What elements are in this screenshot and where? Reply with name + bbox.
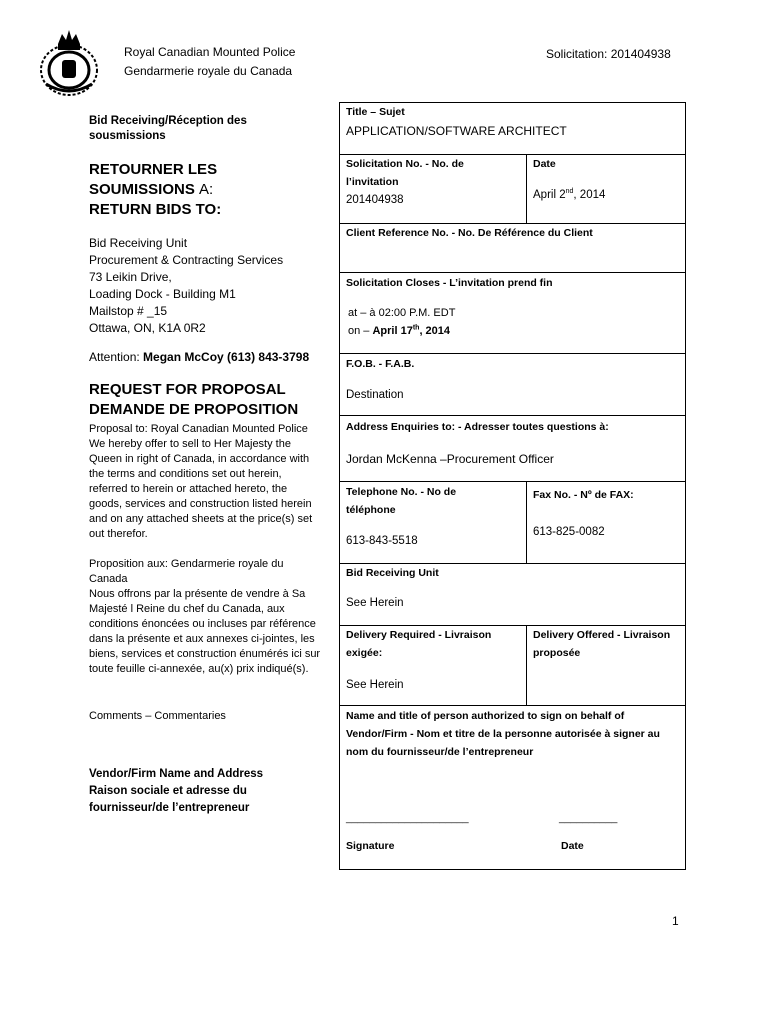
signature-line[interactable]: _____________________ [346,812,469,824]
comments-label: Comments – Commentaries [89,710,226,722]
title-box: Title – Sujet APPLICATION/SOFTWARE ARCHITECT [339,102,686,155]
agency-name [124,43,295,81]
bid-receiving-heading: Bid Receiving/Réception des sousmissions [89,115,247,142]
solicitation-number-header: Solicitation: 201404938 [546,47,671,61]
date-box: Date April 2nd, 2014 [526,154,686,224]
rcmp-crest-icon [36,26,102,98]
client-reference-box: Client Reference No. - No. De Référence du Client [339,223,686,273]
fax-box: Fax No. - Nº de FAX: 613-825-0082 [526,481,686,564]
title-value: APPLICATION/SOFTWARE ARCHITECT [346,124,567,138]
return-bids-heading: RETOURNER LES SOUMISSIONS A: RETURN BIDS TO: [89,161,222,218]
agency-en: Royal Canadian Mounted Police [124,45,296,59]
date-label: Date [561,840,584,852]
return-address: Bid Receiving Unit Procurement & Contracting Services 73 Leikin Drive, Loading Dock - Building M1 Mailstop # _15 Ottawa, ON, K1A 0R2 [89,236,284,335]
fob-box: F.O.B. - F.A.B. Destination [339,353,686,416]
date-line[interactable]: __________ [559,812,618,824]
bid-receiving-unit-box: Bid Receiving Unit See Herein [339,563,686,626]
delivery-offered-box: Delivery Offered - Livraison proposée [526,625,686,706]
authorized-signature-box: Name and title of person authorized to sign on behalf of Vendor/Firm - Nom et titre de la personne autorisée à signer au nom du fournisseur/de l’entrepreneur _____________________ __________ Signature Date [339,705,686,870]
telephone-box: Telephone No. - No de téléphone 613-843-5518 [339,481,527,564]
attention-line: Attention: Megan McCoy (613) 843-3798 [89,350,310,364]
solicitation-closes-box: Solicitation Closes - L’invitation prend fin at – à 02:00 P.M. EDT on – April 17th, 2014 [339,272,686,354]
proposal-text-en: Proposal to: Royal Canadian Mounted Police We hereby offer to sell to Her Majesty the Queen in right of Canada, in accordance with the terms and conditions set out herein, referred to herein or attached hereto, the goods, services and construction listed herein and on any attached sheets at the price(s) set out therefor. [89,423,313,540]
signature-label: Signature [346,840,395,852]
rfp-heading: REQUEST FOR PROPOSAL DEMANDE DE PROPOSITION [89,381,299,418]
proposal-text-fr: Proposition aux: Gendarmerie royale du Canada Nous offrons par la présente de vendre à Sa Majesté l Reine du chef du Canada, aux conditions énoncées ou incluses par référence dans la présente et aux annexes ci-jointes, les biens, services et construction énumérés ici sur toute feuille ci-annexée, au(x) prix indiqué(s). [89,558,321,675]
enquiries-box: Address Enquiries to: - Adresser toutes questions à: Jordan McKenna –Procurement Officer [339,415,686,482]
delivery-required-box: Delivery Required - Livraison exigée: See Herein [339,625,527,706]
vendor-name-address-label: Vendor/Firm Name and Address Raison sociale et adresse du fournisseur/de l’entrepreneur [89,768,264,814]
agency-fr: Gendarmerie royale du Canada [124,64,293,78]
page-number: 1 [672,914,679,928]
solicitation-no-box: Solicitation No. - No. de l’invitation 201404938 [339,154,527,224]
